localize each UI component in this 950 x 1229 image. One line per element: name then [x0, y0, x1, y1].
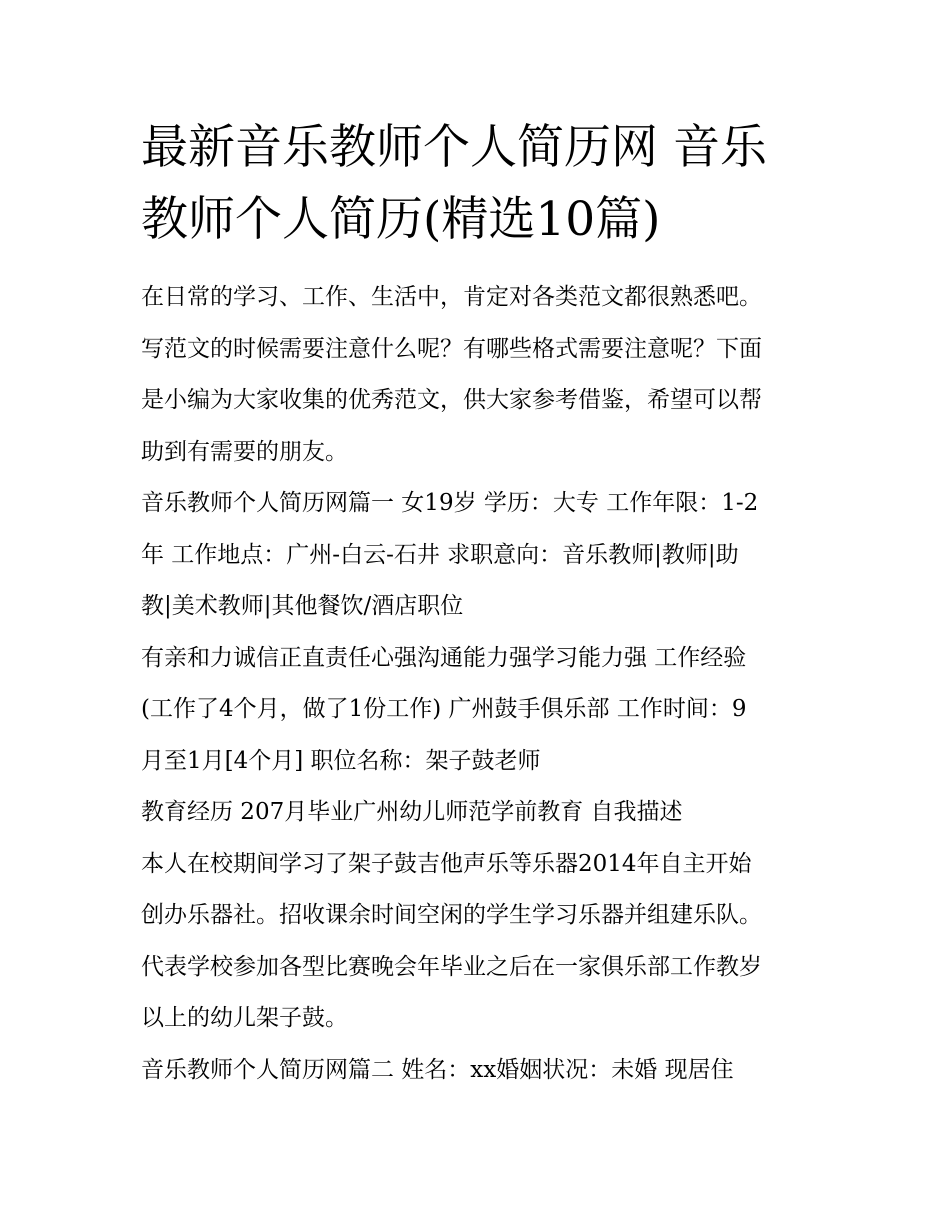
text-line: 以上的幼儿架子鼓。: [141, 1005, 348, 1031]
text-line: 代表学校参加各型比赛晚会年毕业之后在一家俱乐部工作教岁: [141, 953, 762, 980]
text-line: 月至1月[4个月] 职位名称：架子鼓老师: [141, 747, 541, 774]
text-line: 教|美术教师|其他餐饮/酒店职位: [141, 593, 464, 619]
title-line: 教师个人简历(精选10篇): [141, 192, 661, 247]
text-line: 创办乐器社。招收课余时间空闲的学生学习乐器并组建乐队。: [141, 902, 762, 928]
document-title: [141, 112, 831, 256]
paragraph-self-description: [141, 839, 831, 1045]
text-line: 音乐教师个人简历网篇二 姓名：xx婚姻状况：未婚 现居住: [141, 1056, 734, 1083]
text-line: 写范文的时候需要注意什么呢？有哪些格式需要注意呢？下面: [141, 335, 762, 362]
text-line: 有亲和力诚信正直责任心强沟通能力强学习能力强 工作经验: [141, 644, 747, 671]
text-line: 年 工作地点：广州-白云-石井 求职意向：音乐教师|教师|助: [141, 541, 739, 568]
text-line: 教育经历 207月毕业广州幼儿师范学前教育 自我描述: [141, 799, 683, 825]
text-line: 在日常的学习、工作、生活中，肯定对各类范文都很熟悉吧。: [141, 284, 762, 310]
text-line: 音乐教师个人简历网篇一 女19岁 学历：大专 工作年限：1-2: [141, 490, 759, 516]
paragraph-education: [141, 787, 831, 839]
paragraph-intro: [141, 272, 831, 478]
paragraph-resume-two: [141, 1045, 831, 1097]
paragraph-work-experience: [141, 633, 831, 788]
text-line: 是小编为大家收集的优秀范文，供大家参考借鉴，希望可以帮: [141, 387, 762, 413]
text-line: 本人在校期间学习了架子鼓吉他声乐等乐器2014年自主开始: [141, 850, 752, 877]
text-line: 助到有需要的朋友。: [141, 438, 348, 465]
title-line: 最新音乐教师个人简历网 音乐: [141, 120, 767, 175]
paragraph-resume-one-basics: [141, 478, 831, 633]
text-line: (工作了4个月，做了1份工作) 广州鼓手俱乐部 工作时间：9: [141, 696, 747, 722]
document-body: [141, 272, 831, 1096]
